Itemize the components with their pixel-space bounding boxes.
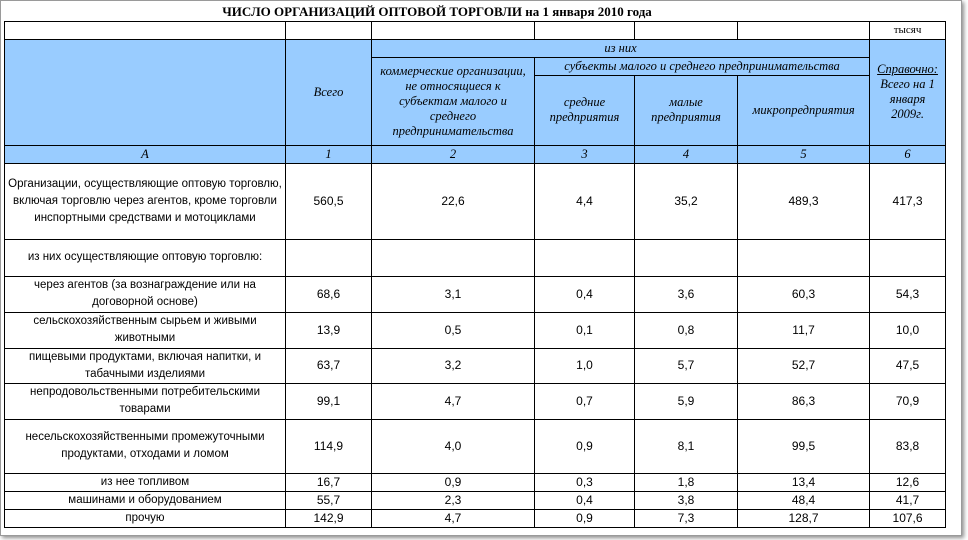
cell-total: 142,9 <box>286 509 372 527</box>
table-row <box>5 239 946 276</box>
header-commercial: коммерческие организации, не относящиеся к субъектам малого и среднего предпринимательства <box>372 57 535 145</box>
cell-reference: 54,3 <box>870 276 946 312</box>
cell-small <box>635 239 738 276</box>
table-title: ЧИСЛО ОРГАНИЗАЦИЙ ОПТОВОЙ ТОРГОВЛИ на 1 января 2010 года <box>5 3 870 21</box>
table-row <box>5 383 946 419</box>
col-index-5: 5 <box>738 145 870 163</box>
cell-total: 13,9 <box>286 312 372 348</box>
cell-commercial: 0,5 <box>372 312 535 348</box>
cell-total: 114,9 <box>286 419 372 473</box>
row-label: Организации, осуществляющие оптовую торговлю, включая торговлю через агентов, кроме торговли инспортными средствами и мотоциклами <box>5 163 286 239</box>
cell-reference: 47,5 <box>870 348 946 383</box>
cell-commercial: 3,2 <box>372 348 535 383</box>
cell-micro: 86,3 <box>738 383 870 419</box>
header-reference <box>870 39 946 145</box>
cell-medium: 1,0 <box>535 348 635 383</box>
cell-reference: 83,8 <box>870 419 946 473</box>
cell-medium: 0,7 <box>535 383 635 419</box>
cell-medium: 0,4 <box>535 276 635 312</box>
cell-micro <box>738 239 870 276</box>
table-row <box>5 491 946 509</box>
cell-small: 3,6 <box>635 276 738 312</box>
cell-micro: 99,5 <box>738 419 870 473</box>
table-row <box>5 163 946 239</box>
row-label: из нее топливом <box>5 473 286 491</box>
col-index-6: 6 <box>870 145 946 163</box>
row-label: через агентов (за вознаграждение или на договорной основе) <box>5 276 286 312</box>
cell-small: 35,2 <box>635 163 738 239</box>
cell-reference: 41,7 <box>870 491 946 509</box>
header-reference-label: Справочно: <box>877 62 938 76</box>
cell-total: 16,7 <box>286 473 372 491</box>
cell-micro: 48,4 <box>738 491 870 509</box>
cell-micro: 489,3 <box>738 163 870 239</box>
cell-medium <box>535 239 635 276</box>
col-index-a: А <box>5 145 286 163</box>
cell-total <box>286 239 372 276</box>
cell-medium: 0,9 <box>535 509 635 527</box>
cell-total: 99,1 <box>286 383 372 419</box>
cell-reference: 10,0 <box>870 312 946 348</box>
cell-total: 68,6 <box>286 276 372 312</box>
row-label: непродовольственными потребительскими товарами <box>5 383 286 419</box>
cell-micro: 13,4 <box>738 473 870 491</box>
cell-medium: 0,9 <box>535 419 635 473</box>
cell-commercial: 4,7 <box>372 383 535 419</box>
cell-reference <box>870 239 946 276</box>
cell-small: 7,3 <box>635 509 738 527</box>
table-row <box>5 276 946 312</box>
cell-commercial: 4,7 <box>372 509 535 527</box>
cell-small: 3,8 <box>635 491 738 509</box>
row-label: пищевыми продуктами, включая напитки, и табачными изделиями <box>5 348 286 383</box>
cell-small: 5,9 <box>635 383 738 419</box>
header-sme: субъекты малого и среднего предпринимательства <box>535 57 870 75</box>
cell-small: 0,8 <box>635 312 738 348</box>
cell-total: 55,7 <box>286 491 372 509</box>
cell-micro: 11,7 <box>738 312 870 348</box>
cell-commercial: 22,6 <box>372 163 535 239</box>
header-reference-total: Всего на 1 января 2009г. <box>880 77 935 121</box>
cell-medium: 0,1 <box>535 312 635 348</box>
row-label: сельскохозяйственным сырьем и живыми животными <box>5 312 286 348</box>
table-row <box>5 312 946 348</box>
cell-reference: 12,6 <box>870 473 946 491</box>
unit-label: тысяч <box>870 21 946 39</box>
cell-commercial: 2,3 <box>372 491 535 509</box>
cell-commercial: 0,9 <box>372 473 535 491</box>
cell-total: 560,5 <box>286 163 372 239</box>
cell-commercial <box>372 239 535 276</box>
table-row <box>5 509 946 527</box>
header-of-which: из них <box>372 39 870 57</box>
cell-medium: 4,4 <box>535 163 635 239</box>
table-row <box>5 348 946 383</box>
cell-micro: 52,7 <box>738 348 870 383</box>
cell-small: 5,7 <box>635 348 738 383</box>
header-small: малые предприятия <box>635 75 738 145</box>
cell-reference: 70,9 <box>870 383 946 419</box>
cell-commercial: 4,0 <box>372 419 535 473</box>
cell-reference: 417,3 <box>870 163 946 239</box>
header-total: Всего <box>286 39 372 145</box>
cell-micro: 60,3 <box>738 276 870 312</box>
row-label: машинами и оборудованием <box>5 491 286 509</box>
cell-reference: 107,6 <box>870 509 946 527</box>
header-medium: средние предприятия <box>535 75 635 145</box>
col-index-1: 1 <box>286 145 372 163</box>
cell-small: 8,1 <box>635 419 738 473</box>
header-row-label-blank <box>5 39 286 145</box>
cell-small: 1,8 <box>635 473 738 491</box>
col-index-4: 4 <box>635 145 738 163</box>
table-row <box>5 473 946 491</box>
cell-commercial: 3,1 <box>372 276 535 312</box>
row-label: несельскохозяйственными промежуточными продуктами, отходами и ломом <box>5 419 286 473</box>
col-index-2: 2 <box>372 145 535 163</box>
cell-medium: 0,3 <box>535 473 635 491</box>
cell-micro: 128,7 <box>738 509 870 527</box>
row-label: из них осуществляющие оптовую торговлю: <box>5 239 286 276</box>
cell-medium: 0,4 <box>535 491 635 509</box>
table-row <box>5 419 946 473</box>
col-index-3: 3 <box>535 145 635 163</box>
data-table <box>4 3 946 528</box>
row-label: прочую <box>5 509 286 527</box>
header-micro: микропредприятия <box>738 75 870 145</box>
cell-total: 63,7 <box>286 348 372 383</box>
